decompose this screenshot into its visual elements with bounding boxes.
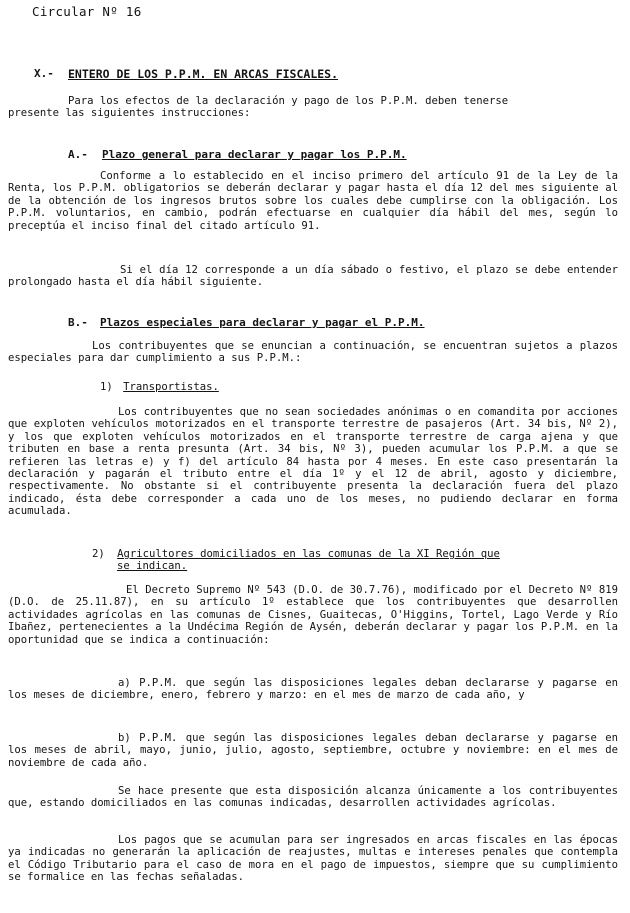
section-a-title: Plazo general para declarar y pagar los P.P.M. (102, 148, 407, 161)
section-x-number: X.- (34, 67, 54, 80)
item-2-sub-b: b) P.P.M. que según las disposiciones legales deban declararse y pagarse en los meses de abril, mayo, junio, julio, agosto, septiembre, octubre y noviembre: en el mes de noviembre de cada año. (8, 732, 618, 769)
section-a-number: A.- (68, 148, 88, 161)
item-2-number: 2) (92, 548, 105, 560)
item-2-closing: Los pagos que se acumulan para ser ingresados en arcas fiscales en las épocas ya indicadas no generarán la aplicación de reajustes, multas e intereses penales que contempla el Código Tributario para el caso de mora en el pago de impuestos, siempre que su cumplimiento se formalice en las fechas señaladas. (8, 834, 618, 884)
section-x-title: ENTERO DE LOS P.P.M. EN ARCAS FISCALES. (68, 67, 339, 81)
item-2-heading (92, 548, 622, 560)
item-1-body: Los contribuyentes que no sean sociedades anónimas o en comandita por acciones que exploten vehículos motorizados en el transporte terrestre de pasajeros (Art. 34 bis, Nº 2), y los que exploten vehículos motorizados en el transporte terrestre de carga ajena y que tributen en base a renta presunta (Art. 34 bis, Nº 3), pueden acumular los P.P.M. a que se refieren las letras e) y f) del artículo 84 hasta por 4 meses. En este caso presentarán la declaración y pagarán el tributo entre el día 1º y el 12 de abril, agosto y diciembre, respectivamente. No obstante si el contribuyente presenta la declaración fuera del plazo indicado, ésta debe corresponder a cada uno de los meses, no pudiendo declarar en forma acumulada. (8, 406, 618, 518)
item-2-title-line2: se indican. (117, 560, 188, 572)
item-2-note: Se hace presente que esta disposición alcanza únicamente a los contribuyentes que, estando domiciliados en las comunas indicadas, desarrollen actividades agrícolas. (8, 785, 618, 810)
section-a-paragraph-2: Si el día 12 corresponde a un día sábado o festivo, el plazo se debe entender prolongado hasta el día hábil siguiente. (8, 264, 618, 289)
item-2-sub-a: a) P.P.M. que según las disposiciones legales deban declararse y pagarse en los meses de diciembre, enero, febrero y marzo: en el mes de marzo de cada año, y (8, 677, 618, 702)
section-a-paragraph-1: Conforme a lo establecido en el inciso primero del artículo 91 de la Ley de la Renta, los P.P.M. obligatorios se deberán declarar y pagar hasta el día 12 del mes siguiente al de la obtención de los ingresos brutos sobre los cuales debe cumplirse con la obligación. Los P.P.M. voluntarios, en cambio, podrán efectuarse en cualquier día hábil del mes, según lo preceptúa el inciso final del citado artículo 91. (8, 170, 618, 232)
item-2-title-line2-wrap (117, 560, 317, 572)
item-2-body: El Decreto Supremo Nº 543 (D.O. de 30.7.76), modificado por el Decreto Nº 819 (D.O. de 25.11.87), en su artículo 1º establece que los contribuyentes que desarrollen actividades agrícolas en las comunas de Cisnes, Guaitecas, O'Higgins, Tortel, Lago Verde y Río Ibañez, pertenecientes a la Undécima Región de Aysén, deberán declarar y pagar los P.P.M. en la oportunidad que se indica a continuación: (8, 584, 618, 646)
item-1-heading (100, 381, 300, 393)
item-1-number: 1) (100, 381, 113, 393)
item-2-title-line1: Agricultores domiciliados en las comunas de la XI Región que (117, 548, 500, 560)
section-x-intro-line1: Para los efectos de la declaración y pago de los P.P.M. deben tenerse (68, 95, 509, 107)
circular-header: Circular Nº 16 (32, 4, 142, 19)
section-b-number: B.- (68, 316, 88, 329)
item-1-title: Transportistas. (123, 381, 219, 393)
section-x-intro-line2: presente las siguientes instrucciones: (8, 107, 251, 119)
section-b-intro: Los contribuyentes que se enuncian a continuación, se encuentran sujetos a plazos especiales para dar cumplimiento a sus P.P.M.: (8, 340, 618, 365)
section-b-title: Plazos especiales para declarar y pagar el P.P.M. (100, 316, 425, 329)
